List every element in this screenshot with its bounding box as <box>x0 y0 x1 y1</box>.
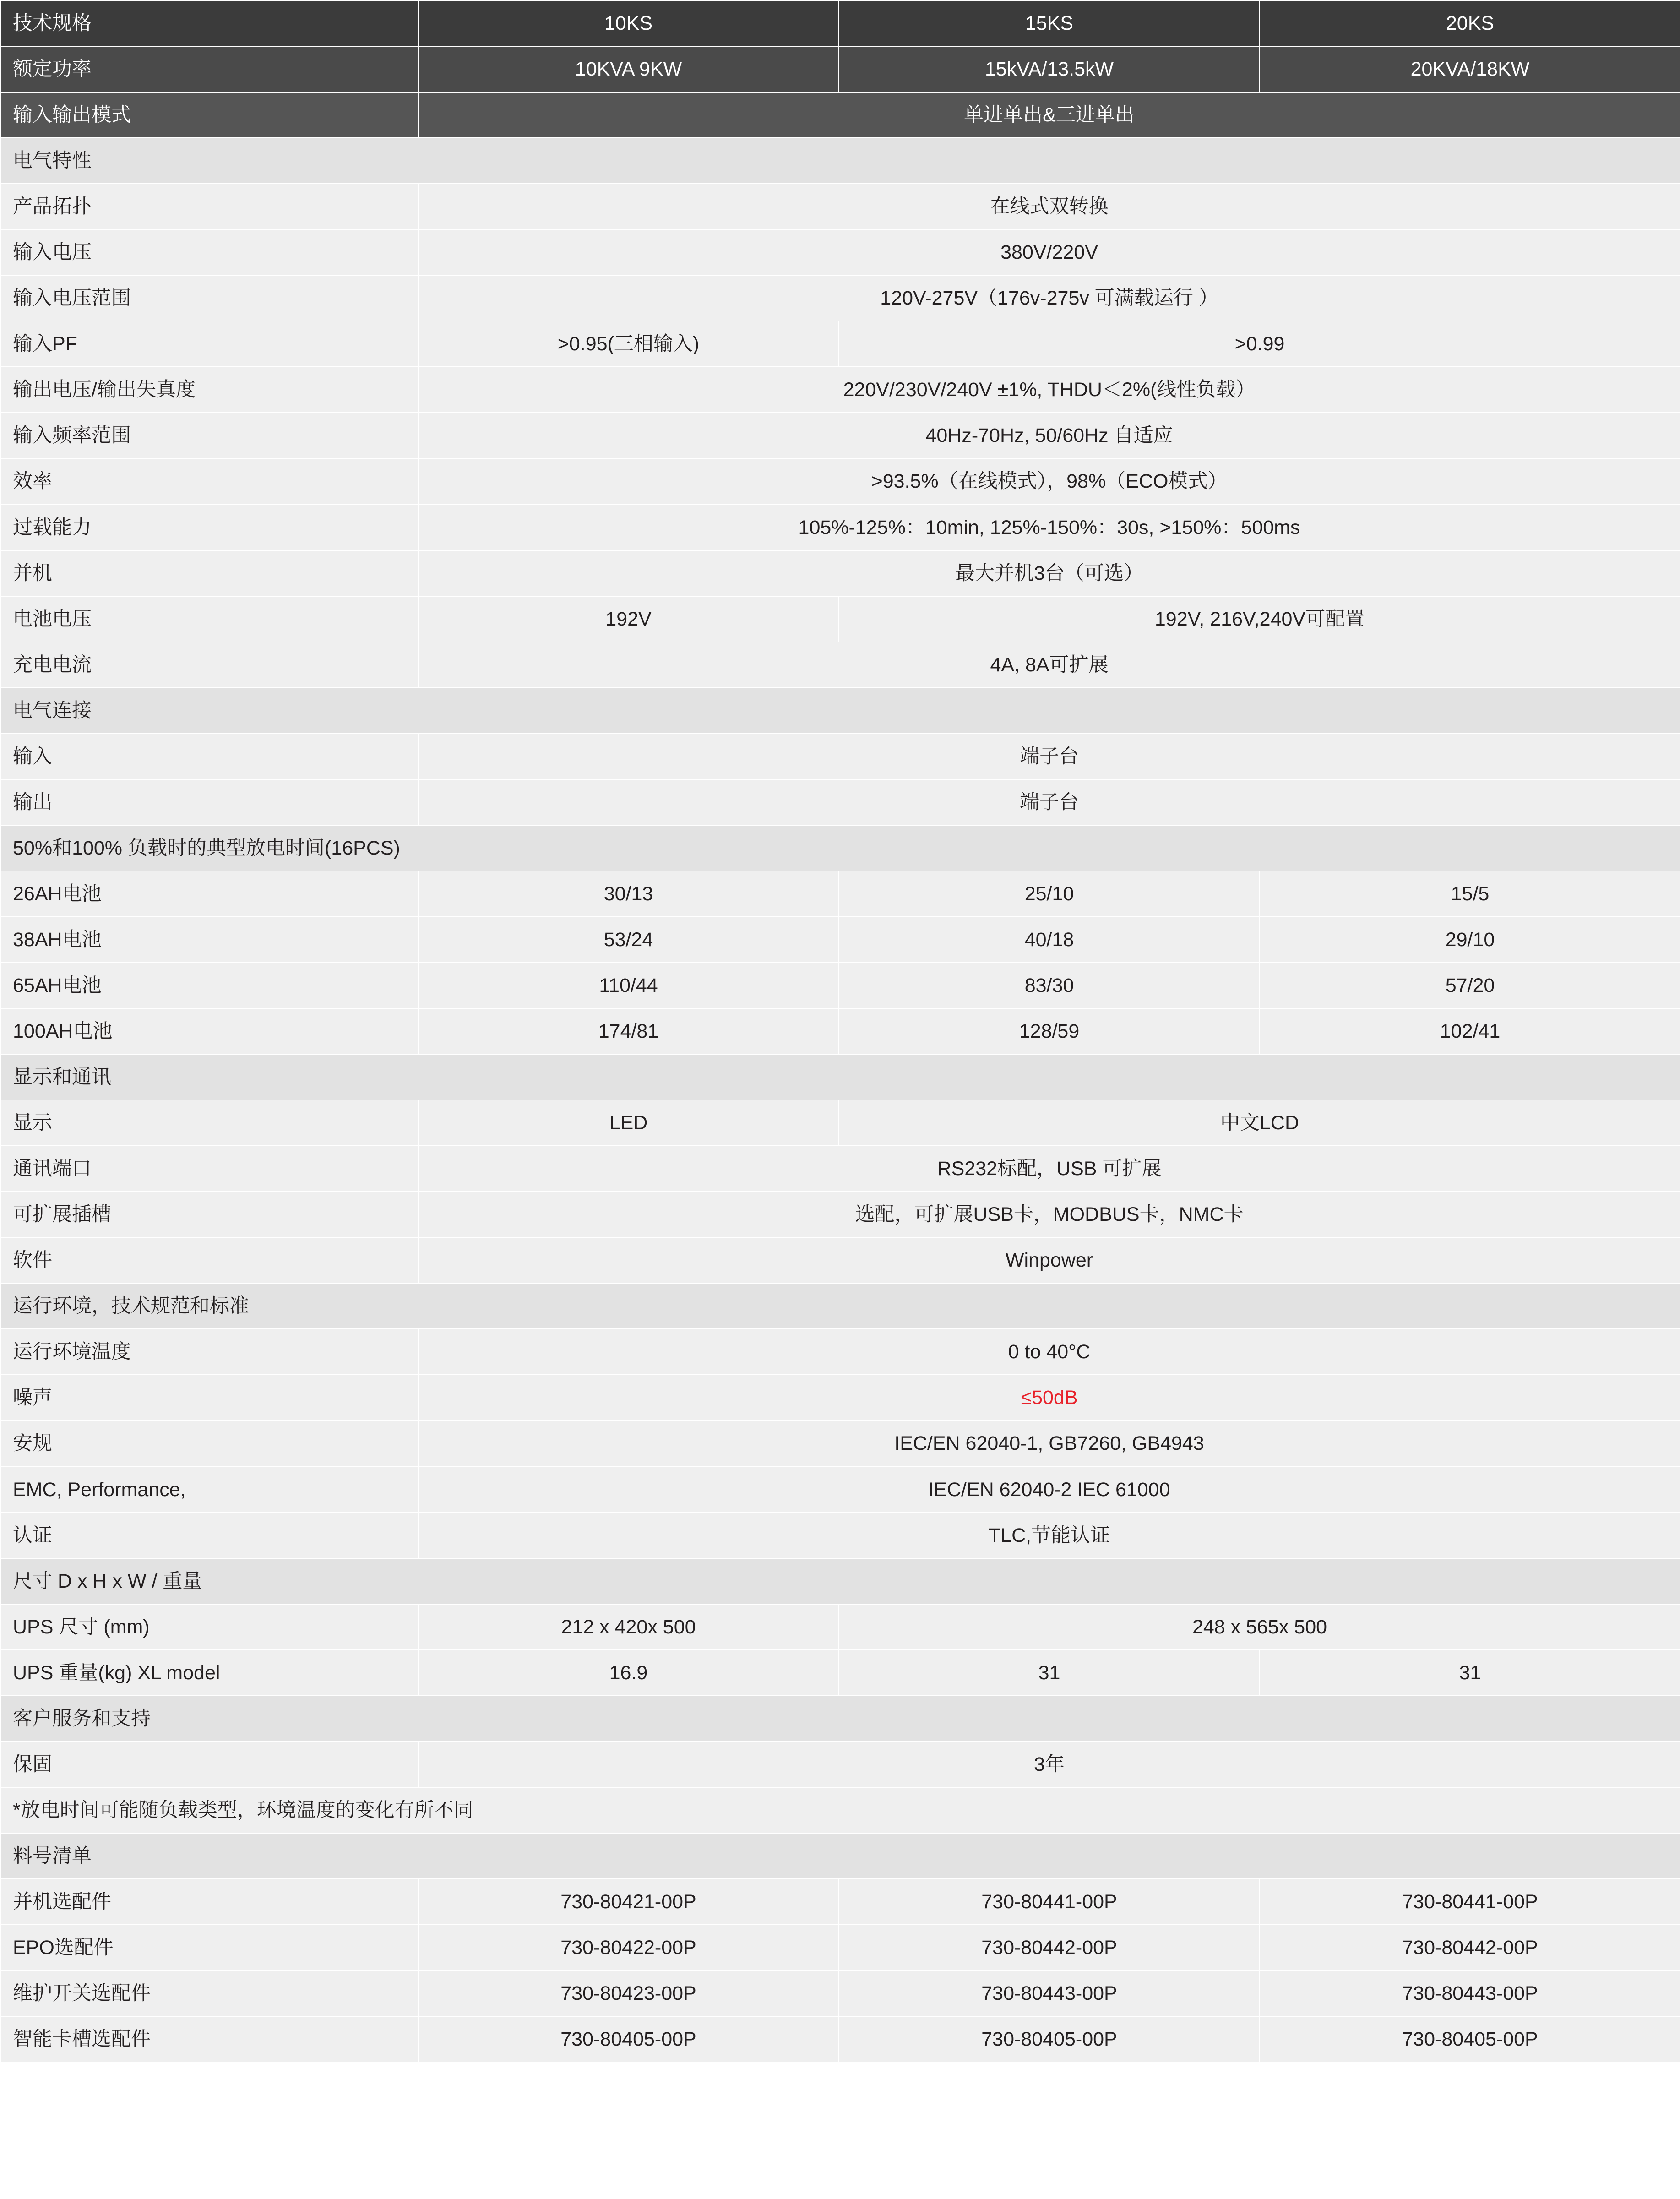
row-value: 730-80422-00P <box>418 1925 839 1970</box>
row-value: TLC,节能认证 <box>418 1513 1680 1558</box>
section-title: 客户服务和支持 <box>0 1696 1680 1742</box>
table-row <box>0 1925 1680 1970</box>
table-row <box>0 1879 1680 1925</box>
row-value: Winpower <box>418 1237 1680 1283</box>
footnote-text: *放电时间可能随负载类型，环境温度的变化有所不同 <box>0 1787 1680 1833</box>
row-value: 102/41 <box>1260 1008 1680 1054</box>
row-label: 38AH电池 <box>0 917 418 963</box>
row-label: 维护开关选配件 <box>0 1970 418 2016</box>
row-label: 认证 <box>0 1513 418 1558</box>
row-label: 安规 <box>0 1421 418 1466</box>
section-title: 50%和100% 负载时的典型放电时间(16PCS) <box>0 825 1680 871</box>
table-row <box>0 779 1680 825</box>
row-value: 31 <box>839 1650 1260 1696</box>
row-value: 15/5 <box>1260 871 1680 917</box>
row-value: 57/20 <box>1260 963 1680 1008</box>
section-title: 尺寸 D x H x W / 重量 <box>0 1558 1680 1604</box>
row-label: 输出 <box>0 779 418 825</box>
table-row <box>0 505 1680 550</box>
row-value: IEC/EN 62040-1, GB7260, GB4943 <box>418 1421 1680 1466</box>
section-title: 显示和通讯 <box>0 1054 1680 1100</box>
table-row <box>0 1742 1680 1787</box>
table-row-rated-power <box>0 46 1680 92</box>
table-row <box>0 1008 1680 1054</box>
row-label: 通讯端口 <box>0 1146 418 1192</box>
section-header-display-communication <box>0 1054 1680 1100</box>
section-header-dimensions-weight <box>0 1558 1680 1604</box>
row-value: 730-80421-00P <box>418 1879 839 1925</box>
section-header-electrical-connection <box>0 688 1680 734</box>
section-title: 运行环境，技术规范和标准 <box>0 1283 1680 1329</box>
table-row <box>0 963 1680 1008</box>
table-row <box>0 275 1680 321</box>
row-label: EPO选配件 <box>0 1925 418 1970</box>
section-title: 电气特性 <box>0 138 1680 184</box>
row-value: 128/59 <box>839 1008 1260 1054</box>
section-header-bom <box>0 1833 1680 1879</box>
row-value: 380V/220V <box>418 229 1680 275</box>
row-value: RS232标配，USB 可扩展 <box>418 1146 1680 1192</box>
row-value: 25/10 <box>839 871 1260 917</box>
row-value: 730-80441-00P <box>1260 1879 1680 1925</box>
table-row <box>0 1513 1680 1558</box>
table-row <box>0 1100 1680 1146</box>
row-value: 730-80442-00P <box>839 1925 1260 1970</box>
row-label: EMC, Performance, <box>0 1467 418 1513</box>
table-row <box>0 917 1680 963</box>
row-value: 10KVA 9KW <box>418 46 839 92</box>
row-label: 额定功率 <box>0 46 418 92</box>
row-label: 并机 <box>0 550 418 596</box>
section-title: 料号清单 <box>0 1833 1680 1879</box>
row-value: 192V, 216V,240V可配置 <box>839 596 1680 642</box>
row-value: 192V <box>418 596 839 642</box>
table-row <box>0 1970 1680 2016</box>
row-value: 最大并机3台（可选） <box>418 550 1680 596</box>
row-label: 100AH电池 <box>0 1008 418 1054</box>
row-label: 可扩展插槽 <box>0 1192 418 1237</box>
row-label: 26AH电池 <box>0 871 418 917</box>
row-value: 16.9 <box>418 1650 839 1696</box>
table-row <box>0 1467 1680 1513</box>
table-row <box>0 2016 1680 2062</box>
table-row <box>0 550 1680 596</box>
table-row <box>0 458 1680 504</box>
row-value: 248 x 565x 500 <box>839 1604 1680 1650</box>
table-row <box>0 1604 1680 1650</box>
row-label: 输出电压/输出失真度 <box>0 367 418 413</box>
row-value: 220V/230V/240V ±1%, THDU＜2%(线性负载） <box>418 367 1680 413</box>
row-value: 730-80405-00P <box>1260 2016 1680 2062</box>
row-value: 730-80441-00P <box>839 1879 1260 1925</box>
row-label: 显示 <box>0 1100 418 1146</box>
row-label: 输入频率范围 <box>0 413 418 458</box>
row-value: 在线式双转换 <box>418 184 1680 229</box>
row-value: 中文LCD <box>839 1100 1680 1146</box>
table-row <box>0 1329 1680 1375</box>
row-label: 并机选配件 <box>0 1879 418 1925</box>
table-row <box>0 321 1680 367</box>
row-label: 噪声 <box>0 1375 418 1421</box>
row-label: UPS 重量(kg) XL model <box>0 1650 418 1696</box>
row-label: 输入电压范围 <box>0 275 418 321</box>
section-title: 电气连接 <box>0 688 1680 734</box>
row-value-highlighted: ≤50dB <box>418 1375 1680 1421</box>
row-label: 65AH电池 <box>0 963 418 1008</box>
row-label: 输入 <box>0 734 418 779</box>
row-value: 31 <box>1260 1650 1680 1696</box>
table-row <box>0 1650 1680 1696</box>
row-label: 输入PF <box>0 321 418 367</box>
row-label: 过载能力 <box>0 505 418 550</box>
table-row <box>0 734 1680 779</box>
row-label: 软件 <box>0 1237 418 1283</box>
column-header-spec: 技术规格 <box>0 0 418 46</box>
row-value: 105%-125%：10min, 125%-150%：30s, >150%：500ms <box>418 505 1680 550</box>
row-value: LED <box>418 1100 839 1146</box>
row-label: 产品拓扑 <box>0 184 418 229</box>
row-label: 运行环境温度 <box>0 1329 418 1375</box>
table-row <box>0 871 1680 917</box>
row-label: UPS 尺寸 (mm) <box>0 1604 418 1650</box>
row-value: 730-80405-00P <box>418 2016 839 2062</box>
row-value: 730-80405-00P <box>839 2016 1260 2062</box>
section-header-service-support <box>0 1696 1680 1742</box>
row-value: 120V-275V（176v-275v 可满载运行 ） <box>418 275 1680 321</box>
table-row <box>0 184 1680 229</box>
row-label: 电池电压 <box>0 596 418 642</box>
section-header-electrical-characteristics <box>0 138 1680 184</box>
table-row <box>0 413 1680 458</box>
row-value: 选配，可扩展USB卡，MODBUS卡，NMC卡 <box>418 1192 1680 1237</box>
row-value: 0 to 40°C <box>418 1329 1680 1375</box>
row-value: 端子台 <box>418 779 1680 825</box>
section-header-environment-standards <box>0 1283 1680 1329</box>
row-value: >0.99 <box>839 321 1680 367</box>
table-row <box>0 229 1680 275</box>
table-row <box>0 596 1680 642</box>
row-value: 40Hz-70Hz, 50/60Hz 自适应 <box>418 413 1680 458</box>
row-value: 110/44 <box>418 963 839 1008</box>
row-value: 15kVA/13.5kW <box>839 46 1260 92</box>
column-header-model-20ks: 20KS <box>1260 0 1680 46</box>
row-value: 730-80423-00P <box>418 1970 839 2016</box>
row-label: 效率 <box>0 458 418 504</box>
row-value: 端子台 <box>418 734 1680 779</box>
row-value: 730-80443-00P <box>839 1970 1260 2016</box>
row-label: 输入输出模式 <box>0 92 418 138</box>
column-header-model-10ks: 10KS <box>418 0 839 46</box>
row-value: 20KVA/18KW <box>1260 46 1680 92</box>
row-label: 保固 <box>0 1742 418 1787</box>
section-header-discharge-time <box>0 825 1680 871</box>
row-value: IEC/EN 62040-2 IEC 61000 <box>418 1467 1680 1513</box>
row-value: 53/24 <box>418 917 839 963</box>
table-row <box>0 1237 1680 1283</box>
row-value: >93.5%（在线模式），98%（ECO模式） <box>418 458 1680 504</box>
row-label: 输入电压 <box>0 229 418 275</box>
table-row-io-mode <box>0 92 1680 138</box>
row-value: 174/81 <box>418 1008 839 1054</box>
table-footnote-row <box>0 1787 1680 1833</box>
row-value: 4A, 8A可扩展 <box>418 642 1680 688</box>
row-value: 730-80443-00P <box>1260 1970 1680 2016</box>
row-value: 212 x 420x 500 <box>418 1604 839 1650</box>
table-row <box>0 642 1680 688</box>
row-value: 3年 <box>418 1742 1680 1787</box>
row-value: 30/13 <box>418 871 839 917</box>
row-label: 充电电流 <box>0 642 418 688</box>
table-row <box>0 1192 1680 1237</box>
table-row-noise <box>0 1375 1680 1421</box>
row-value: 730-80442-00P <box>1260 1925 1680 1970</box>
row-label: 智能卡槽选配件 <box>0 2016 418 2062</box>
row-value: 40/18 <box>839 917 1260 963</box>
column-header-model-15ks: 15KS <box>839 0 1260 46</box>
table-header-row <box>0 0 1680 46</box>
table-row <box>0 1146 1680 1192</box>
table-row <box>0 1421 1680 1466</box>
row-value: 单进单出&三进单出 <box>418 92 1680 138</box>
row-value: 29/10 <box>1260 917 1680 963</box>
row-value: 83/30 <box>839 963 1260 1008</box>
table-row <box>0 367 1680 413</box>
row-value: >0.95(三相输入) <box>418 321 839 367</box>
